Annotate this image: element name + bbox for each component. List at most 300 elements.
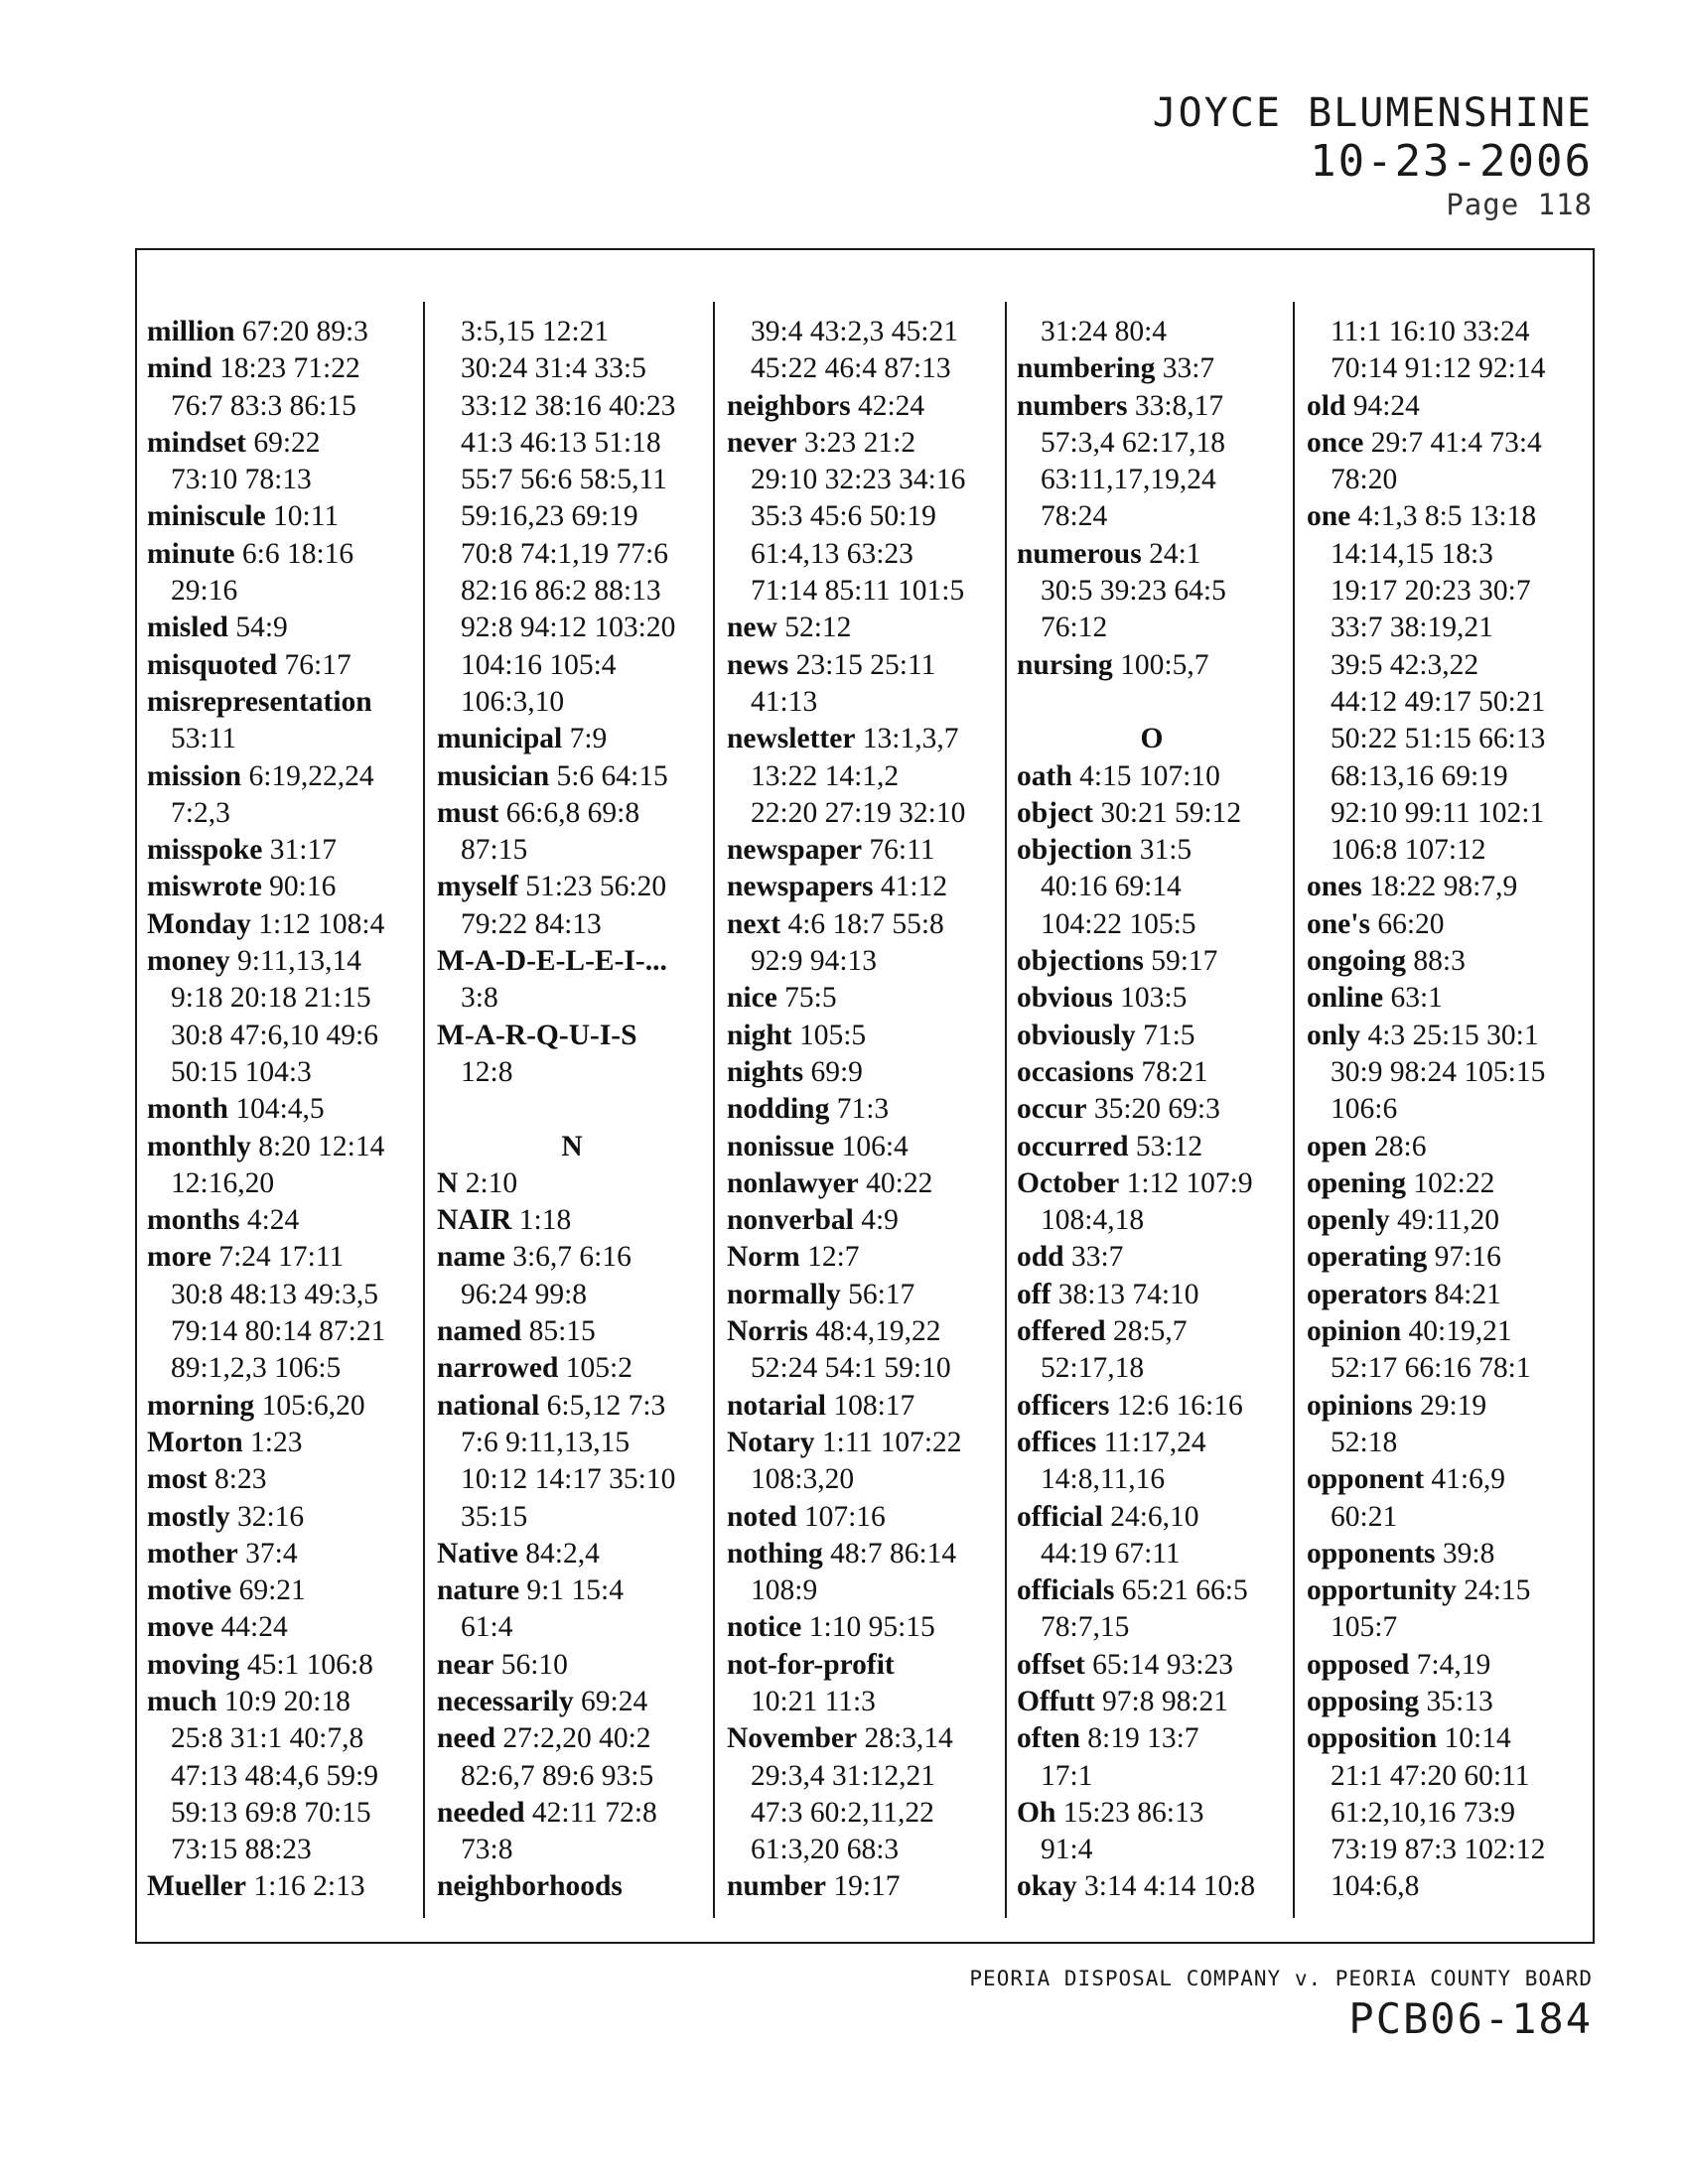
index-continuation: 7:6 9:11,13,15 [461, 1426, 631, 1458]
index-references: 56:10 [493, 1648, 568, 1681]
index-term: morning [147, 1389, 255, 1422]
index-column-2 [437, 314, 707, 2184]
index-references: 7:9 [562, 723, 608, 755]
index-entry [727, 647, 999, 684]
index-term: offered [1017, 1315, 1106, 1348]
index-term: name [437, 1241, 505, 1274]
index-continuation: 30:9 98:24 105:15 [1331, 1055, 1546, 1088]
index-entry [1307, 1647, 1585, 1684]
index-references: 71:5 [1135, 1019, 1195, 1051]
index-continuation: 45:22 46:4 87:13 [751, 352, 951, 385]
index-entry [727, 832, 999, 869]
index-continuation: 25:8 31:1 40:7,8 [171, 1722, 364, 1755]
index-term: miniscule [147, 500, 266, 533]
index-references: 71:3 [829, 1093, 890, 1126]
index-term: offset [1017, 1648, 1085, 1681]
index-entry [1017, 1165, 1287, 1202]
index-continuation: 104:6,8 [1331, 1870, 1420, 1903]
index-continuation: 12:16,20 [171, 1166, 275, 1199]
index-entry [1017, 1647, 1287, 1684]
index-continuation: 10:12 14:17 35:10 [461, 1463, 676, 1496]
index-entry [147, 425, 417, 462]
case-number: PCB06-184 [1348, 1994, 1593, 2043]
index-continuation: 55:7 56:6 58:5,11 [461, 464, 667, 496]
index-references: 66:6,8 69:8 [498, 796, 640, 829]
index-entry [1017, 758, 1287, 795]
index-references: 85:15 [521, 1315, 596, 1348]
index-continuation: 68:13,16 69:19 [1331, 759, 1508, 792]
index-references: 69:24 [573, 1685, 648, 1717]
index-continuation: 33:12 38:16 40:23 [461, 389, 676, 422]
index-entry [727, 1202, 999, 1239]
index-entry [437, 1536, 707, 1572]
index-entry [147, 943, 417, 980]
index-term: necessarily [437, 1685, 574, 1717]
index-term: October [1017, 1166, 1120, 1199]
index-term: Oh [1017, 1796, 1056, 1829]
index-continuation: 82:6,7 89:6 93:5 [461, 1759, 654, 1792]
index-term: new [727, 612, 777, 644]
index-entry [147, 1868, 417, 1905]
index-continuation: 14:14,15 18:3 [1331, 537, 1493, 570]
index-continuation: 35:15 [461, 1500, 528, 1533]
index-references: 29:7 41:4 73:4 [1363, 426, 1542, 459]
index-continuation: 91:4 [1041, 1834, 1093, 1866]
index-term: opinions [1307, 1389, 1413, 1422]
index-entry [147, 1609, 417, 1646]
index-entry [147, 1388, 417, 1425]
index-entry [437, 1868, 707, 1905]
index-references: 41:6,9 [1424, 1463, 1505, 1496]
index-continuation: 31:24 80:4 [1041, 316, 1168, 347]
index-continuation: 52:18 [1331, 1426, 1398, 1458]
index-continuation: 79:14 80:14 87:21 [171, 1315, 386, 1348]
index-references: 88:3 [1406, 945, 1466, 978]
index-references: 7:4,19 [1409, 1648, 1491, 1681]
index-term: officials [1017, 1574, 1115, 1607]
index-term: officers [1017, 1389, 1110, 1422]
index-entry [147, 1536, 417, 1572]
index-references: 8:20 12:14 [250, 1130, 385, 1162]
index-continuation: 21:1 47:20 60:11 [1331, 1759, 1530, 1792]
index-references: 94:24 [1345, 389, 1420, 422]
index-term: next [727, 907, 781, 940]
index-entry [1307, 1202, 1585, 1239]
index-continuation: 19:17 20:23 30:7 [1331, 575, 1531, 608]
index-continuation: 3:8 [461, 982, 498, 1015]
index-term: ongoing [1307, 945, 1407, 978]
index-entry [147, 1499, 417, 1536]
index-column-1 [147, 314, 417, 2184]
index-entry [147, 314, 417, 350]
index-term: newspapers [727, 871, 874, 903]
index-entry [727, 906, 999, 943]
index-entry [147, 869, 417, 905]
index-references: 65:14 93:23 [1084, 1648, 1233, 1681]
index-term: Native [437, 1537, 518, 1570]
index-references: 10:11 [265, 500, 340, 533]
index-entry [1307, 498, 1585, 535]
index-continuation: 30:8 47:6,10 49:6 [171, 1019, 378, 1051]
index-entry [1307, 1313, 1585, 1350]
index-entry [437, 758, 707, 795]
index-term: numbering [1017, 352, 1156, 385]
index-continuation: 108:9 [751, 1574, 818, 1607]
index-term: not-for-profit [727, 1648, 895, 1681]
index-term: newspaper [727, 834, 863, 867]
index-references: 107:16 [796, 1500, 886, 1533]
index-term: occurred [1017, 1130, 1129, 1162]
index-references: 6:6 18:16 [234, 537, 354, 570]
index-continuation: 106:3,10 [461, 685, 565, 718]
index-entry [147, 832, 417, 869]
index-term: off [1017, 1278, 1052, 1310]
index-entry [727, 1018, 999, 1054]
index-term: misspoke [147, 834, 263, 867]
index-term: okay [1017, 1870, 1077, 1903]
index-references: 10:9 20:18 [216, 1685, 351, 1717]
index-entry [147, 498, 417, 535]
index-references: 69:21 [231, 1574, 306, 1607]
index-continuation: 106:8 107:12 [1331, 834, 1486, 867]
index-term: noted [727, 1500, 797, 1533]
index-continuation: 13:22 14:1,2 [751, 759, 900, 792]
index-entry [1017, 980, 1287, 1017]
index-references: 33:7 [1155, 352, 1215, 385]
index-continuation: 41:3 46:13 51:18 [461, 426, 661, 459]
index-continuation: 108:3,20 [751, 1463, 855, 1496]
index-continuation: 70:8 74:1,19 77:6 [461, 537, 668, 570]
index-entry [437, 1202, 707, 1239]
index-entry [727, 1388, 999, 1425]
index-continuation: 44:12 49:17 50:21 [1331, 685, 1546, 718]
index-references: 3:14 4:14 10:8 [1076, 1870, 1256, 1903]
index-term: one's [1307, 907, 1370, 940]
index-references: 9:11,13,14 [229, 945, 362, 978]
index-term: notice [727, 1611, 802, 1644]
index-entry [147, 350, 417, 387]
index-continuation: 78:7,15 [1041, 1611, 1130, 1644]
index-term: Monday [147, 907, 251, 940]
index-entry [437, 1388, 707, 1425]
index-term: nights [727, 1055, 804, 1088]
index-continuation: 39:4 43:2,3 45:21 [751, 316, 958, 347]
index-references: 40:22 [858, 1166, 933, 1199]
index-entry [437, 721, 707, 757]
index-references: 108:17 [825, 1389, 915, 1422]
index-references: 24:15 [1456, 1574, 1531, 1607]
index-references: 33:8,17 [1127, 389, 1224, 422]
index-term: miswrote [147, 871, 262, 903]
index-continuation: 73:8 [461, 1834, 513, 1866]
index-term: nature [437, 1574, 520, 1607]
index-entry [727, 388, 999, 425]
index-references: 29:19 [1412, 1389, 1487, 1422]
index-term: named [437, 1315, 522, 1348]
index-continuation: 14:8,11,16 [1041, 1463, 1166, 1496]
index-term: need [437, 1722, 495, 1755]
index-entry [147, 1425, 417, 1461]
index-entry [437, 1350, 707, 1387]
index-continuation: 61:3,20 68:3 [751, 1834, 900, 1866]
index-references: 1:18 [511, 1204, 572, 1237]
index-entry [1017, 1091, 1287, 1128]
index-references: 27:2,20 40:2 [495, 1722, 651, 1755]
index-term: mindset [147, 426, 246, 459]
column-divider [423, 302, 425, 1918]
index-continuation: 104:16 105:4 [461, 648, 617, 681]
index-term: number [727, 1870, 826, 1903]
index-term: money [147, 945, 230, 978]
index-entry [437, 1647, 707, 1684]
index-entry [1017, 647, 1287, 684]
index-references: 11:17,24 [1096, 1426, 1206, 1458]
index-references: 4:3 25:15 30:1 [1360, 1019, 1539, 1051]
index-continuation: 52:17 66:16 78:1 [1331, 1352, 1531, 1385]
index-entry [437, 1572, 707, 1609]
index-term: news [727, 648, 789, 681]
index-term: operating [1307, 1241, 1428, 1274]
index-continuation: 92:8 94:12 103:20 [461, 612, 676, 644]
index-references: 59:17 [1143, 945, 1218, 978]
index-entry [147, 1572, 417, 1609]
index-entry [1307, 1129, 1585, 1165]
index-entry [1017, 1795, 1287, 1832]
index-references: 9:1 15:4 [519, 1574, 624, 1607]
index-entry [727, 1425, 999, 1461]
index-term: opponent [1307, 1463, 1425, 1496]
index-continuation: 63:11,17,19,24 [1041, 464, 1216, 496]
index-entry [147, 1684, 417, 1720]
index-term: minute [147, 537, 235, 570]
column-divider [1293, 302, 1295, 1918]
index-term: misquoted [147, 648, 278, 681]
index-continuation: 92:9 94:13 [751, 945, 878, 978]
index-entry [727, 610, 999, 646]
index-term: opinion [1307, 1315, 1402, 1348]
index-term: objection [1017, 834, 1133, 867]
index-continuation: 9:18 20:18 21:15 [171, 982, 371, 1015]
index-term: one [1307, 500, 1351, 533]
index-references: 8:23 [207, 1463, 267, 1496]
index-references: 4:15 107:10 [1071, 759, 1220, 792]
index-term: opposing [1307, 1685, 1420, 1717]
index-continuation: 105:7 [1331, 1611, 1398, 1644]
index-continuation: 57:3,4 62:17,18 [1041, 426, 1226, 459]
index-entry [727, 1647, 999, 1684]
index-references: 7:24 17:11 [210, 1241, 345, 1274]
index-continuation: 47:3 60:2,11,22 [751, 1796, 934, 1829]
index-continuation: 33:7 38:19,21 [1331, 612, 1493, 644]
index-references: 52:12 [776, 612, 852, 644]
index-continuation: 73:10 78:13 [171, 464, 312, 496]
index-term: offices [1017, 1426, 1097, 1458]
index-term: mostly [147, 1500, 230, 1533]
index-references: 4:6 18:7 55:8 [780, 907, 944, 940]
index-continuation: 106:6 [1331, 1093, 1398, 1126]
index-continuation: 44:19 67:11 [1041, 1537, 1181, 1570]
index-term: opening [1307, 1166, 1407, 1199]
index-term: million [147, 316, 235, 347]
index-entry [1307, 1165, 1585, 1202]
index-references: 106:4 [834, 1130, 909, 1162]
index-term: needed [437, 1796, 525, 1829]
index-term: occur [1017, 1093, 1087, 1126]
index-references: 45:1 106:8 [239, 1648, 373, 1681]
index-references: 28:3,14 [857, 1722, 953, 1755]
index-term: old [1307, 389, 1346, 422]
index-references: 54:9 [227, 612, 288, 644]
blank-line [437, 1091, 707, 1128]
index-continuation: 47:13 48:4,6 59:9 [171, 1759, 378, 1792]
index-entry [727, 1868, 999, 1905]
index-references: 28:5,7 [1105, 1315, 1188, 1348]
index-continuation: 73:15 88:23 [171, 1834, 312, 1866]
index-entry [437, 869, 707, 905]
index-references: 3:6,7 6:16 [504, 1241, 632, 1274]
index-continuation: 79:22 84:13 [461, 907, 602, 940]
index-continuation: 87:15 [461, 834, 528, 867]
index-references: 63:1 [1383, 982, 1443, 1015]
index-entry [147, 906, 417, 943]
index-entry [1307, 1388, 1585, 1425]
index-column-3 [727, 314, 999, 2184]
index-continuation: 78:24 [1041, 500, 1108, 533]
index-entry [727, 1091, 999, 1128]
index-term: normally [727, 1278, 841, 1310]
index-references: 39:8 [1435, 1537, 1495, 1570]
index-entry [1307, 1536, 1585, 1572]
index-entry [1017, 388, 1287, 425]
index-entry [727, 1720, 999, 1757]
deposition-date: 10-23-2006 [1310, 136, 1593, 187]
case-title: PEORIA DISPOSAL COMPANY v. PEORIA COUNTY BOARD [969, 1967, 1593, 1990]
index-continuation: 22:20 27:19 32:10 [751, 796, 966, 829]
index-term: nodding [727, 1093, 830, 1126]
index-references: 18:23 71:22 [211, 352, 360, 385]
index-continuation: 89:1,2,3 106:5 [171, 1352, 342, 1385]
index-entry [1307, 1720, 1585, 1757]
index-references: 12:6 16:16 [1109, 1389, 1243, 1422]
index-references: 38:13 74:10 [1051, 1278, 1199, 1310]
index-term: Notary [727, 1426, 815, 1458]
index-continuation: 71:14 85:11 101:5 [751, 575, 965, 608]
index-entry [1017, 1425, 1287, 1461]
index-references: 75:5 [776, 982, 837, 1015]
index-term: most [147, 1463, 208, 1496]
index-references: 37:4 [237, 1537, 298, 1570]
index-references: 8:19 13:7 [1079, 1722, 1199, 1755]
index-entry [1017, 536, 1287, 573]
index-term: obvious [1017, 982, 1113, 1015]
index-references: 69:9 [803, 1055, 863, 1088]
index-continuation: 52:24 54:1 59:10 [751, 1352, 951, 1385]
index-references: 42:11 72:8 [524, 1796, 657, 1829]
index-references: 90:16 [261, 871, 337, 903]
index-term: never [727, 426, 797, 459]
index-continuation: 59:13 69:8 70:15 [171, 1796, 371, 1829]
index-term: M-A-R-Q-U-I-S [437, 1019, 637, 1051]
blank-line [1017, 684, 1287, 721]
index-references: 40:19,21 [1401, 1315, 1512, 1348]
index-references: 100:5,7 [1112, 648, 1209, 681]
index-term: neighborhoods [437, 1870, 623, 1903]
index-term: numerous [1017, 537, 1142, 570]
index-references: 1:12 107:9 [1119, 1166, 1253, 1199]
index-continuation: 12:8 [461, 1055, 513, 1088]
index-references: 1:16 2:13 [245, 1870, 365, 1903]
index-entry [727, 1499, 999, 1536]
index-entry [1307, 425, 1585, 462]
index-continuation: 61:4 [461, 1611, 513, 1644]
index-entry [1017, 1388, 1287, 1425]
index-term: must [437, 796, 499, 829]
index-continuation: 7:2,3 [171, 796, 230, 829]
index-entry [1017, 1054, 1287, 1091]
index-term: mother [147, 1537, 238, 1570]
index-term: nonverbal [727, 1204, 854, 1237]
index-entry [1017, 1239, 1287, 1276]
index-term: NAIR [437, 1204, 512, 1237]
index-term: Norm [727, 1241, 800, 1274]
index-continuation: 29:3,4 31:12,21 [751, 1759, 936, 1792]
index-references: 105:6,20 [254, 1389, 365, 1422]
index-references: 51:23 56:20 [517, 871, 667, 903]
index-entry [1307, 943, 1585, 980]
index-references: 97:16 [1427, 1241, 1501, 1274]
index-entry [1017, 1313, 1287, 1350]
index-term: M-A-D-E-L-E-I-... [437, 945, 667, 978]
index-continuation: 78:20 [1331, 464, 1398, 496]
index-entry [147, 1461, 417, 1498]
index-continuation: 61:4,13 63:23 [751, 537, 913, 570]
index-references: 103:5 [1112, 982, 1188, 1015]
index-references: 35:20 69:3 [1086, 1093, 1220, 1126]
index-term: opposition [1307, 1722, 1438, 1755]
index-entry [1017, 1868, 1287, 1905]
index-term: ones [1307, 871, 1362, 903]
index-entry [1307, 869, 1585, 905]
index-references: 42:24 [850, 389, 925, 422]
index-term: national [437, 1389, 540, 1422]
index-continuation: 30:5 39:23 64:5 [1041, 575, 1226, 608]
index-entry [727, 425, 999, 462]
index-continuation: 50:22 51:15 66:13 [1331, 723, 1546, 755]
page-footer [969, 1964, 1593, 2045]
index-entry [1307, 1461, 1585, 1498]
index-continuation: 96:24 99:8 [461, 1278, 588, 1310]
index-entry [1307, 1572, 1585, 1609]
index-continuation: 76:12 [1041, 612, 1108, 644]
index-term: oath [1017, 759, 1072, 792]
index-term: myself [437, 871, 518, 903]
index-continuation: 35:3 45:6 50:19 [751, 500, 936, 533]
index-continuation: 92:10 99:11 102:1 [1331, 796, 1545, 829]
index-entry [437, 1795, 707, 1832]
index-term: more [147, 1241, 211, 1274]
index-references: 76:17 [277, 648, 351, 681]
index-references: 97:8 98:21 [1094, 1685, 1229, 1717]
index-continuation: 104:22 105:5 [1041, 907, 1196, 940]
index-entry [437, 795, 707, 832]
index-references: 1:10 95:15 [801, 1611, 935, 1644]
index-references: 48:4,19,22 [807, 1315, 941, 1348]
index-references: 31:17 [262, 834, 337, 867]
index-continuation: 50:15 104:3 [171, 1055, 312, 1088]
index-references: 49:11,20 [1389, 1204, 1499, 1237]
index-references: 4:1,3 8:5 13:18 [1350, 500, 1537, 533]
index-references: 67:20 89:3 [234, 316, 368, 347]
